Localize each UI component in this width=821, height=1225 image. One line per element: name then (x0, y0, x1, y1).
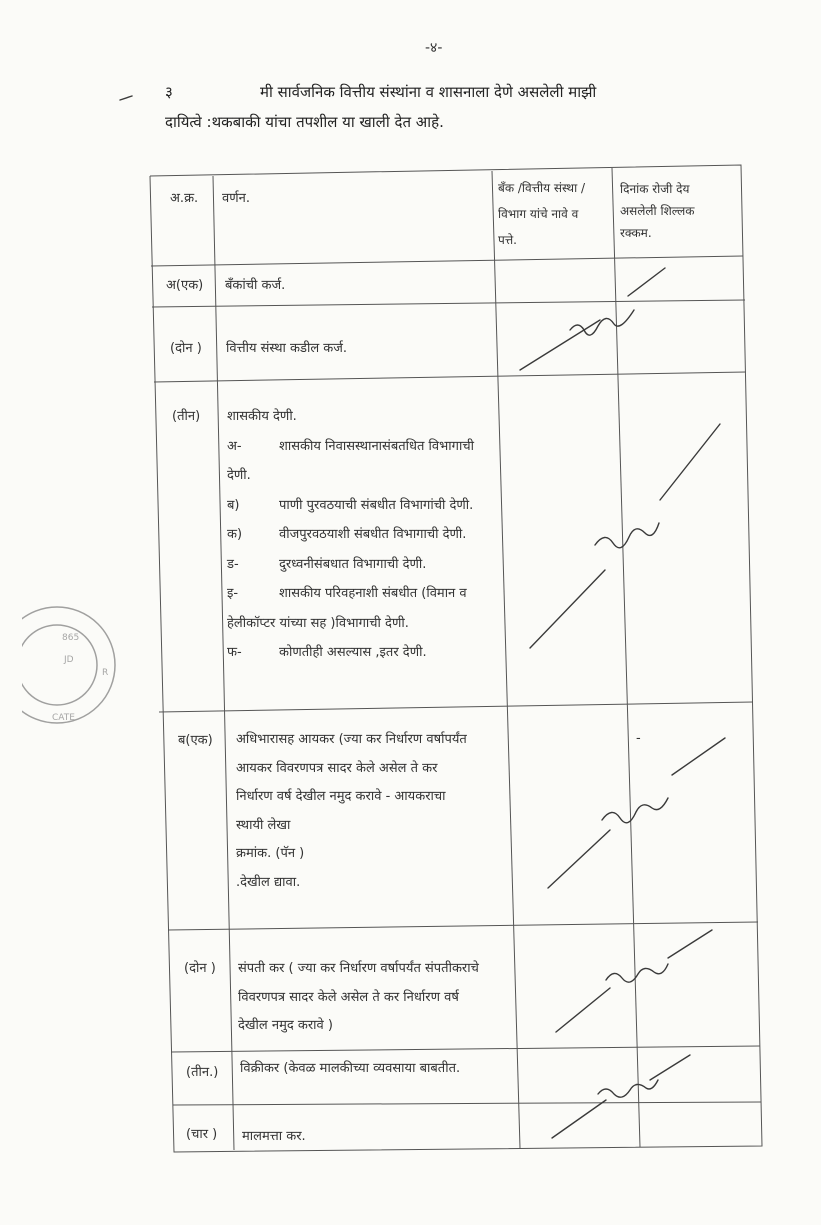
text-line: आयकर विवरणपत्र सादर केले असेल ते कर (236, 760, 438, 776)
signature-stroke (548, 830, 610, 888)
notary-stamp (22, 600, 132, 730)
header-amount-line-3: रक्कम. (620, 226, 652, 240)
header-bank-line-3: पत्ते. (498, 233, 517, 247)
row-desc-a-don: वित्तीय संस्था कडील कर्ज. (226, 341, 348, 356)
signature-stroke (570, 310, 634, 335)
section-number: ३ (165, 83, 173, 101)
row-serial-b-teen: (तीन.) (186, 1065, 219, 1080)
list-item: अ- शासकीय निवासस्थानासंबतधित विभागाची (227, 438, 474, 454)
signature-stroke (628, 268, 665, 296)
signature-stroke (595, 523, 659, 548)
list-item: ब) पाणी पुरवठयाची संबधीत विभागांची देणी. (227, 497, 474, 513)
list-item: ड- दुरध्वनीसंबधात विभागाची देणी. (227, 556, 427, 572)
signature-stroke (606, 964, 668, 982)
dash-mark: - (636, 731, 641, 746)
intro-text-1: मी सार्वजनिक वित्तीय संस्थांना व शासनाला देणे असलेली माझी (260, 83, 597, 101)
row-desc-b-char: मालमत्ता कर. (242, 1129, 306, 1144)
signature-stroke (530, 570, 605, 648)
signature-stroke (602, 798, 668, 823)
signature-stroke (660, 424, 720, 500)
header-bank-line-2: विभाग यांचे नावे व (498, 207, 579, 221)
row-serial-b-char: (चार ) (186, 1127, 218, 1142)
header-description: वर्णन. (222, 191, 250, 206)
row-serial-a-teen: (तीन) (172, 409, 201, 424)
stray-mark (120, 96, 132, 100)
row-serial-b-ek: ब(एक) (178, 733, 213, 748)
list-item: क) वीजपुरवठयाशी संबधीत विभागाची देणी. (227, 527, 467, 542)
text-line: स्थायी लेखा (236, 817, 291, 833)
header-amount-line-2: असलेली शिल्लक (620, 204, 695, 218)
svg-text:JD: JD (64, 655, 74, 665)
text-line: विवरणपत्र सादर केले असेल ते कर निर्धारण वर्ष (238, 989, 459, 1005)
svg-text:CATE: CATE (52, 713, 75, 723)
row-desc-b-teen: विक्रीकर (केवळ मालकीच्या व्यवसाया बाबतीत. (240, 1061, 461, 1076)
header-amount-line-1: दिनांक रोजी देय (620, 182, 690, 196)
header-serial: अ.क्र. (170, 191, 199, 206)
signature-stroke (650, 1055, 690, 1080)
text-line: .देखील द्यावा. (236, 874, 301, 890)
row-serial-a-ek: अ(एक) (166, 278, 204, 293)
signature-stroke (668, 930, 712, 958)
text-line: क्रमांक. (पॅन ) (236, 846, 305, 861)
text-line: निर्धारण वर्ष देखील नमुद करावे - आयकराचा (236, 789, 446, 804)
list-item: इ- शासकीय परिवहनाशी संबधीत (विमान व (227, 586, 467, 601)
signature-stroke (672, 738, 725, 775)
svg-text:865: 865 (62, 633, 80, 643)
list-item: देणी. (227, 468, 251, 483)
text-line: अधिभारासह आयकर (ज्या कर निर्धारण वर्षापर्यंत (236, 732, 467, 747)
row-serial-b-don: (दोन ) (184, 961, 216, 976)
signature-stroke (552, 1100, 606, 1138)
signature-stroke (520, 320, 600, 370)
page-number: -४- (425, 40, 443, 56)
intro-line-2: दायित्वे :थकबाकी यांचा तपशील या खाली देत आहे. (165, 113, 444, 131)
row-desc-a-teen-title: शासकीय देणी. (227, 409, 297, 424)
signature-stroke (556, 988, 610, 1032)
signature-stroke (598, 1080, 658, 1097)
svg-text:R: R (102, 668, 109, 678)
text-line: देखील नमुद करावे ) (238, 1018, 333, 1033)
row-desc-a-ek: बँकांची कर्ज. (225, 278, 286, 293)
text-line: संपती कर ( ज्या कर निर्धारण वर्षापर्यंत संपतीकराचे (238, 961, 479, 976)
header-bank-line-1: बँक /वित्तीय संस्था / (498, 181, 586, 195)
list-item: फ- कोणतीही असल्यास ,इतर देणी. (227, 645, 427, 660)
row-serial-a-don: (दोन ) (170, 341, 202, 356)
list-item: हेलीकॉप्टर यांच्या सह )विभागाची देणी. (227, 615, 409, 631)
